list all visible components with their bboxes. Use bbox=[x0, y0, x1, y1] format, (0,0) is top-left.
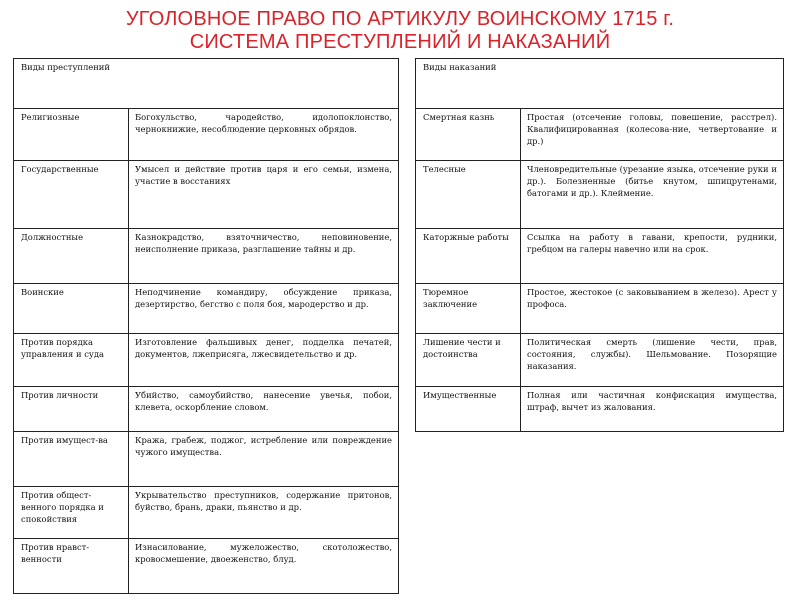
table-row bbox=[14, 539, 399, 594]
crimes-table bbox=[13, 58, 399, 594]
table-row bbox=[416, 334, 784, 387]
punishment-type-cell: Смертная казнь bbox=[416, 109, 521, 161]
crime-desc-cell: Неподчинение командиру, обсуждение приказа, дезертирство, бегство с поля боя, мародерство и др. bbox=[129, 284, 399, 334]
crime-desc-cell: Богохульство, чародейство, идолопоклонство, чернокнижие, несоблюдение церковных обрядов. bbox=[129, 109, 399, 161]
punishment-type-cell: Каторжные работы bbox=[416, 229, 521, 284]
punishments-table bbox=[415, 58, 784, 432]
punishment-type-cell: Тюремное заключение bbox=[416, 284, 521, 334]
punishment-type-cell: Телесные bbox=[416, 161, 521, 229]
punishment-type-cell: Лишение чести и достоинства bbox=[416, 334, 521, 387]
table-row bbox=[416, 387, 784, 432]
crime-desc-cell: Изнасилование, мужеложество, скотоложество, кровосмешение, двоеженство, блуд. bbox=[129, 539, 399, 594]
crime-type-cell: Против общест-венного порядка и спокойствия bbox=[14, 487, 129, 539]
table-row bbox=[14, 432, 399, 487]
crime-type-cell: Против личности bbox=[14, 387, 129, 432]
crime-desc-cell: Казнокрадство, взяточничество, неповиновение, неисполнение приказа, разглашение тайны и др. bbox=[129, 229, 399, 284]
table-row bbox=[416, 161, 784, 229]
punishments-header-row bbox=[416, 59, 784, 109]
table-row bbox=[14, 284, 399, 334]
crime-type-cell: Против порядка управления и суда bbox=[14, 334, 129, 387]
punishment-desc-cell: Политическая смерть (лишение чести, прав, состояния, службы). Шельмование. Позорящие наказания. bbox=[521, 334, 784, 387]
punishment-desc-cell: Ссылка на работу в гавани, крепости, рудники, гребцом на галеры навечно или на срок. bbox=[521, 229, 784, 284]
punishment-desc-cell: Полная или частичная конфискация имущества, штраф, вычет из жалования. bbox=[521, 387, 784, 432]
page-title-line-1: УГОЛОВНОЕ ПРАВО ПО АРТИКУЛУ ВОИНСКОМУ 1715 г. bbox=[125, 8, 675, 30]
table-row bbox=[14, 229, 399, 284]
punishment-type-cell: Имущественные bbox=[416, 387, 521, 432]
crime-type-cell: Против нравст-венности bbox=[14, 539, 129, 594]
crime-type-cell: Государственные bbox=[14, 161, 129, 229]
crime-type-cell: Религиозные bbox=[14, 109, 129, 161]
punishment-desc-cell: Членовредительные (урезание языка, отсечение руки и др.). Болезненные (битье кнутом, шпицрутенами, батогами и др.). Клеймение. bbox=[521, 161, 784, 229]
crime-type-cell: Против имущест-ва bbox=[14, 432, 129, 487]
crime-desc-cell: Умысел и действие против царя и его семьи, измена, участие в восстаниях bbox=[129, 161, 399, 229]
punishments-header-cell: Виды наказаний bbox=[416, 59, 784, 109]
table-row bbox=[14, 334, 399, 387]
crime-type-cell: Должностные bbox=[14, 229, 129, 284]
page-title-line-2: СИСТЕМА ПРЕСТУПЛЕНИЙ И НАКАЗАНИЙ bbox=[189, 31, 611, 53]
table-row bbox=[14, 387, 399, 432]
crimes-header-cell: Виды преступлений bbox=[14, 59, 399, 109]
crime-desc-cell: Укрывательство преступников, содержание притонов, буйство, брань, драки, пьянство и др. bbox=[129, 487, 399, 539]
table-row bbox=[416, 284, 784, 334]
crime-desc-cell: Кража, грабеж, поджог, истребление или повреждение чужого имущества. bbox=[129, 432, 399, 487]
punishment-desc-cell: Простое, жестокое (с заковыванием в железо). Арест у профоса. bbox=[521, 284, 784, 334]
crimes-header-row bbox=[14, 59, 399, 109]
punishment-desc-cell: Простая (отсечение головы, повешение, расстрел). Квалифицированная (колесова-ние, четвертование и др.) bbox=[521, 109, 784, 161]
crime-type-cell: Воинские bbox=[14, 284, 129, 334]
table-row bbox=[14, 161, 399, 229]
crime-desc-cell: Убийство, самоубийство, нанесение увечья, побои, клевета, оскорбление словом. bbox=[129, 387, 399, 432]
table-row bbox=[14, 487, 399, 539]
table-row bbox=[14, 109, 399, 161]
table-row bbox=[416, 109, 784, 161]
table-row bbox=[416, 229, 784, 284]
crime-desc-cell: Изготовление фальшивых денег, подделка печатей, документов, лжеприсяга, лжесвидетельство и др. bbox=[129, 334, 399, 387]
